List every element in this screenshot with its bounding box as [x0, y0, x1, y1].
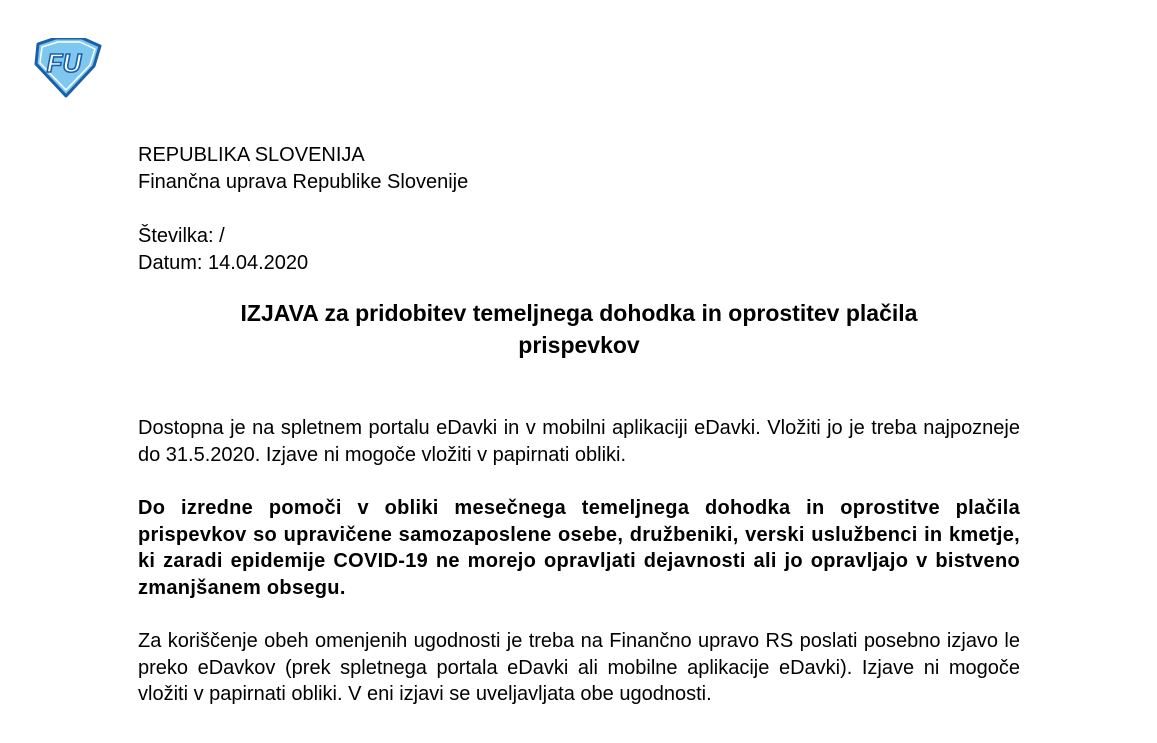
paragraph-eligibility: Do izredne pomoči v obliki mesečnega temeljnega dohodka in oprostitve plačila prispevkov so upravičene samozaposlene osebe, družbeniki, verski uslužbenci in kmetje, ki zaradi epidemije COVID-19 ne morejo opravljati dejavnosti ali jo opravljajo v bistveno zmanjšanem obsegu. [138, 497, 1020, 599]
logo-letters: FU [46, 48, 82, 78]
issuer-block [138, 142, 1020, 196]
fu-diamond-logo-icon [30, 38, 106, 100]
document-body [138, 142, 1020, 735]
document-meta [138, 223, 1020, 277]
issuer-line-2: Finančna uprava Republike Slovenije [138, 171, 469, 193]
title-line-2: prispevkov [518, 332, 640, 358]
date-value: 14.04.2020 [208, 252, 309, 274]
document-date [138, 250, 1020, 277]
document-number [138, 223, 1020, 250]
issuer-line-1: REPUBLIKA SLOVENIJA [138, 144, 365, 166]
document-title [138, 297, 1020, 361]
title-line-1: IZJAVA za pridobitev temeljnega dohodka in oprostitev plačila [240, 300, 918, 326]
paragraph-submission: Za koriščenje obeh omenjenih ugodnosti je treba na Finančno upravo RS poslati posebno izjavo le preko eDavkov (prek spletnega portala eDavki ali mobilne aplikacije eDavki). Izjave ni mogoče vložiti v papirnati obliki. V eni izjavi se uveljavljata obe ugodnosti. [138, 630, 1020, 705]
paragraph-availability: Dostopna je na spletnem portalu eDavki in v mobilni aplikaciji eDavki. Vložiti jo je treba najpozneje do 31.5.2020. Izjave ni mogoče vložiti v papirnati obliki. [138, 417, 1020, 466]
number-label: Številka: [138, 225, 214, 247]
number-value: / [219, 225, 225, 247]
date-label: Datum: [138, 252, 203, 274]
